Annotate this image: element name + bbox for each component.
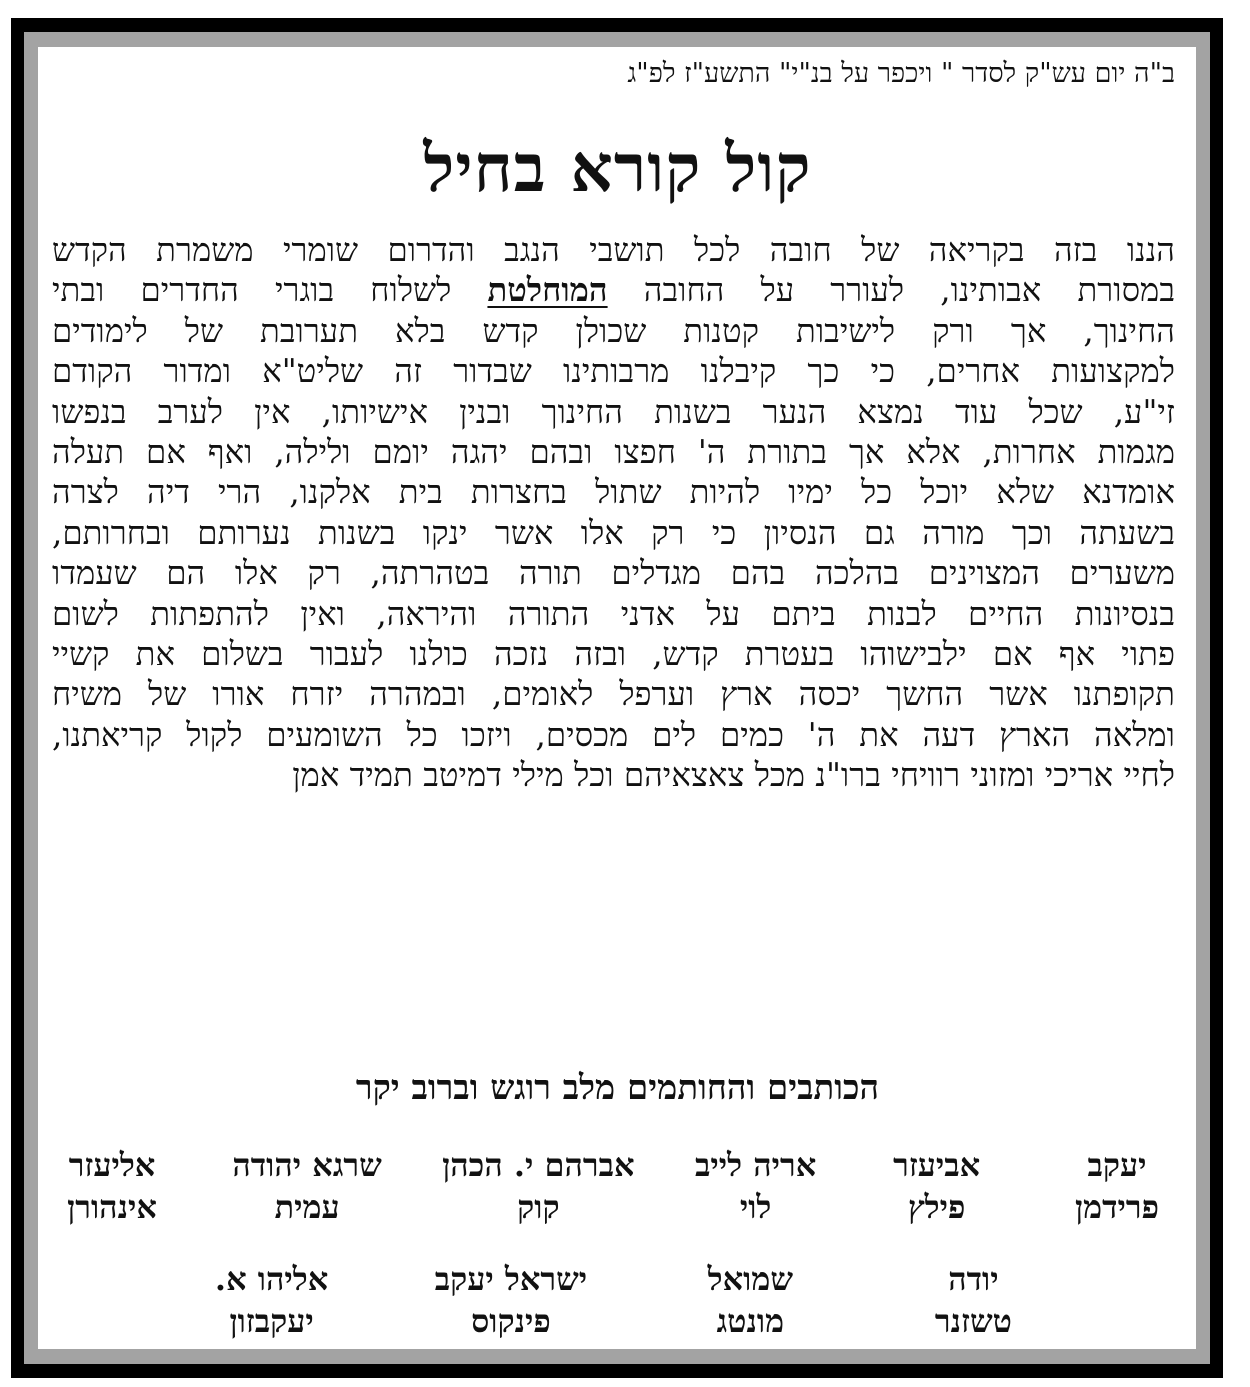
body-text-fragment: לשלוח בוגרי החדרים ובתי bbox=[52, 271, 488, 310]
body-line: בשעתה וכך מורה גם הנסיון כי רק אלו אשר ינקו בשנות נערותם ובחרותם, bbox=[52, 513, 1175, 552]
emphasized-word: המוחלטת bbox=[487, 270, 608, 310]
signatory-first-name: אברהם י. הכהן bbox=[442, 1146, 635, 1184]
body-line: משערים המצוינים בהלכה בהם מגדלים תורה בטהרתה, רק אלו הם שעמדו bbox=[52, 554, 1175, 593]
signatory-first-name: ישראל יעקב bbox=[434, 1260, 588, 1298]
signatory bbox=[877, 1144, 997, 1228]
body-line: בנסיונות החיים לבנות ביתם על אדני התורה והיראה, ואין להתפתות לשום bbox=[52, 594, 1175, 633]
signatory-first-name: אליעזר bbox=[68, 1146, 156, 1184]
body-line: פתוי אף אם ילבישוהו בעטרת קדש, ובזה נזכה כולנו לעבור בשלום את קשיי bbox=[52, 634, 1175, 673]
signatory-first-name: אביעזר bbox=[893, 1146, 981, 1184]
signatory bbox=[435, 1258, 587, 1342]
signatory bbox=[690, 1258, 810, 1342]
signatory-last-name: פילץ bbox=[907, 1188, 966, 1226]
body-text-fragment: במסורת אבותינו, לעורר על החובה bbox=[607, 271, 1175, 310]
body-line: החינוך, אך ורק לישיבות קטנות שכולן קדש בלא תערובת של לימודים bbox=[52, 311, 1175, 350]
signatory bbox=[232, 1144, 381, 1228]
signatory bbox=[52, 1144, 172, 1228]
signatories-row-2 bbox=[40, 1258, 1195, 1342]
signatories-row-1 bbox=[40, 1144, 1195, 1228]
signatory bbox=[212, 1258, 332, 1342]
closing-line: הכותבים והחותמים מלב רוגש וברוב יקר bbox=[355, 1068, 880, 1108]
body-line: לחיי אריכי ומזוני רוויחי ברו"נ מכל צאצאיהם וכל מילי דמיטב תמיד אמן bbox=[292, 756, 1175, 795]
body-line bbox=[52, 270, 1175, 310]
body-line: זי"ע, שכל עוד נמצא הנער בשנות החינוך ובנין אישיותו, אין לערב בנפשו bbox=[52, 392, 1175, 431]
signatory-first-name: יעקב bbox=[1087, 1146, 1147, 1184]
signatory-last-name: לוי bbox=[739, 1188, 772, 1226]
body-paragraph bbox=[52, 230, 1175, 795]
signatory bbox=[1057, 1144, 1177, 1228]
signatory-last-name: טשזנר bbox=[934, 1302, 1012, 1340]
signatory-last-name: עמית bbox=[274, 1188, 340, 1226]
body-line: מגמות אחרות, אלא אך בתורת ה' חפצו ובהם יהגה יומם ולילה, ואף אם תעלה bbox=[52, 432, 1175, 471]
signatory-last-name: מונטג bbox=[716, 1302, 785, 1340]
signatory-first-name: שמואל bbox=[707, 1260, 793, 1298]
signatory-last-name: יעקבזון bbox=[229, 1302, 314, 1340]
signatory-last-name: אינהורן bbox=[67, 1188, 157, 1226]
page-title: קול קורא בחיל bbox=[423, 129, 812, 207]
body-line: תקופתנו אשר החשך יכסה ארץ וערפל לאומים, ובמהרה יזרח אורו של משיח bbox=[52, 675, 1175, 714]
body-line: הננו בזה בקריאה של חובה לכל תושבי הנגב והדרום שומרי משמרת הקדש bbox=[52, 231, 1175, 269]
signatory-last-name: פינקוס bbox=[471, 1302, 551, 1340]
signatory-first-name: אליהו א. bbox=[214, 1260, 329, 1298]
signatory bbox=[913, 1258, 1033, 1342]
signatory-last-name: פרידמן bbox=[1074, 1188, 1160, 1226]
body-line: אומדנא שלא יוכל כל ימיו להיות שתול בחצרות בית אלקנו, הרי דיה לצרה bbox=[52, 473, 1175, 512]
signatory-first-name: יודה bbox=[948, 1260, 999, 1298]
body-line: למקצועות אחרים, כי כך קיבלנו מרבותינו שבדור זה שליט"א ומדור הקודם bbox=[52, 352, 1175, 391]
signatory bbox=[695, 1144, 816, 1228]
signatory-first-name: אריה לייב bbox=[694, 1146, 817, 1184]
body-line: ומלאה הארץ דעה את ה' כמים לים מכסים, ויזכו כל השומעים לקול קריאתנו, bbox=[52, 715, 1175, 754]
signatory-first-name: שרגא יהודה bbox=[232, 1146, 382, 1184]
signatory bbox=[442, 1144, 634, 1228]
dateline: ב"ה יום עש"ק לסדר " ויכפר על בנ"י" התשע"ז לפ"ג bbox=[627, 58, 1175, 89]
announcement-document bbox=[40, 48, 1195, 1348]
signatory-last-name: קוק bbox=[517, 1188, 560, 1226]
